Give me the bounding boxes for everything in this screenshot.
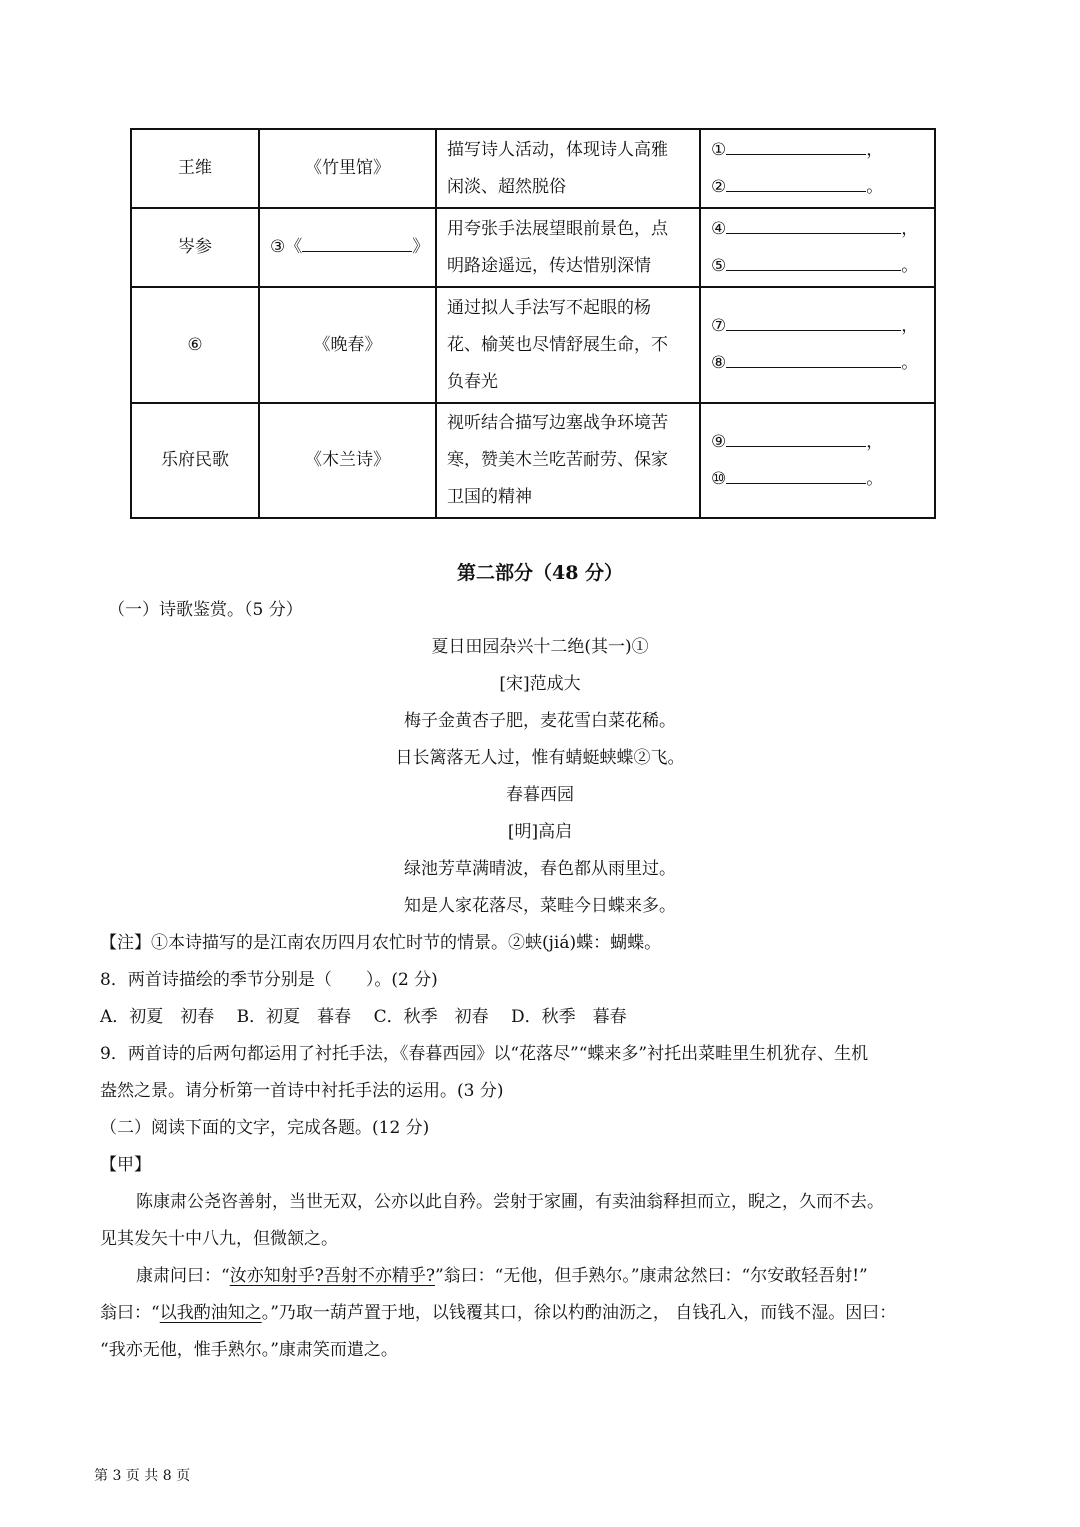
note: 【注】①本诗描写的是江南农历四月农忙时节的情景。②蛱(jiá)蝶：蝴蝶。	[100, 933, 662, 953]
description-line: 通过拟人手法写不起眼的杨	[447, 297, 651, 318]
description-line: 闲淡、超然脱俗	[447, 176, 566, 197]
poem1-line: 梅子金黄杏子肥，麦花雪白菜花稀。	[404, 711, 676, 731]
title-cell	[259, 129, 436, 208]
punct: 。	[901, 353, 919, 373]
description-line: 视听结合描写边塞战争环境苦	[447, 413, 668, 433]
punct: 。	[866, 468, 884, 489]
underlined-text: 汝亦知射乎?吾射不亦精乎?	[229, 1266, 435, 1286]
author: 乐府民歌	[161, 450, 229, 470]
description-cell	[436, 287, 700, 403]
section-2-title: （二）阅读下面的文字，完成各题。(12 分)	[100, 1118, 430, 1138]
poem2-author: [明]高启	[507, 822, 573, 842]
text: 康肃问曰：“	[136, 1266, 230, 1286]
blank-number: ⑤	[711, 255, 727, 276]
description-line: 负春光	[447, 371, 498, 392]
answer-blank[interactable]	[726, 134, 866, 155]
punct: 。	[901, 255, 919, 276]
table-row	[131, 129, 935, 208]
description-line: 描写诗人活动，体现诗人高雅	[447, 139, 668, 160]
answer-blank[interactable]	[726, 213, 901, 234]
poem-title-suffix: 》	[412, 237, 430, 257]
blank-number: ④	[711, 218, 727, 239]
author: ⑥	[187, 334, 203, 355]
passage-line: 见其发矢十中八九，但微颔之。	[100, 1229, 338, 1249]
page-footer: 第 3 页 共 8 页	[94, 1468, 191, 1484]
punct: 。	[866, 176, 884, 197]
blank-number: ①	[711, 139, 727, 160]
punct: ，	[901, 316, 919, 336]
table-row	[131, 403, 935, 518]
question-9-cont: 盎然之景。请分析第一首诗中衬托手法的运用。(3 分)	[100, 1081, 504, 1101]
text: 翁曰：“	[100, 1303, 160, 1323]
punct: ，	[866, 431, 884, 452]
description-line: 用夸张手法展望眼前景色，点	[447, 218, 668, 239]
poem-title: 《晚春》	[313, 334, 382, 355]
blank-number: ⑨	[711, 431, 727, 452]
poetry-table	[130, 128, 936, 519]
description-line: 卫国的精神	[447, 487, 532, 507]
author: 王维	[178, 158, 212, 178]
description-cell	[436, 403, 700, 518]
passage-line: “我亦无他，惟手熟尔。”康肃笑而遣之。	[100, 1340, 398, 1360]
underlined-text: 以我酌油知之	[159, 1303, 262, 1323]
blanks-cell	[700, 208, 935, 287]
passage-line: 陈康肃公尧咨善射，当世无双，公亦以此自矜。尝射于家圃，有卖油翁释担而立，睨之，久而不去。	[136, 1192, 884, 1212]
text: ”翁曰：“无他，但手熟尔。”康肃忿然曰：“尔安敢轻吾射!”	[434, 1266, 868, 1286]
answer-blank[interactable]	[726, 347, 901, 368]
poem2-line: 绿池芳草满晴波，春色都从雨里过。	[404, 859, 676, 879]
content-flow	[0, 555, 1080, 1449]
blank-line	[711, 424, 924, 461]
blank-number: ⑩	[711, 468, 727, 489]
author-cell	[131, 208, 259, 287]
poem-title-prefix: ③《	[270, 237, 303, 257]
passage-line	[0, 1295, 1080, 1332]
blank-line	[711, 211, 924, 248]
text: 。”乃取一葫芦置于地，以钱覆其口，徐以杓酌油沥之， 自钱孔入，而钱不湿。因曰：	[261, 1303, 897, 1323]
question-8: 8．两首诗描绘的季节分别是（ ）。(2 分)	[100, 970, 438, 990]
part-heading: 第二部分（48 分）	[456, 562, 624, 584]
poem2-title: 春暮西园	[506, 785, 574, 805]
description-line: 花、榆荚也尽情舒展生命，不	[447, 334, 668, 355]
author-cell	[131, 287, 259, 403]
passage-line	[0, 1258, 1080, 1295]
poem1-title: 夏日田园杂兴十二绝(其一)①	[431, 637, 649, 657]
answer-blank[interactable]	[726, 250, 901, 271]
poem-title: 《竹里馆》	[305, 158, 390, 178]
blank-number: ⑧	[711, 353, 727, 373]
punct: ，	[866, 139, 884, 160]
title-cell	[259, 403, 436, 518]
blank-line	[711, 345, 924, 382]
answer-blank[interactable]	[726, 463, 866, 484]
poem2-line: 知是人家花落尽，菜畦今日蝶来多。	[404, 896, 676, 916]
answer-blank[interactable]	[726, 310, 901, 331]
answer-blank[interactable]	[726, 426, 866, 447]
description-line: 寒，赞美木兰吃苦耐劳、保家	[447, 450, 668, 470]
section-1-title: （一）诗歌鉴赏。（5 分）	[108, 600, 303, 620]
question-8-options: A．初夏 初春 B．初夏 暮春 C．秋季 初春 D．秋季 暮春	[100, 1007, 627, 1027]
description-cell	[436, 208, 700, 287]
question-9: 9．两首诗的后两句都运用了衬托手法，《春暮西园》以“花落尽”“蝶来多”衬托出菜畦里生机犹存、生机	[100, 1044, 869, 1064]
blank-number: ②	[711, 176, 727, 197]
answer-blank[interactable]	[726, 171, 866, 192]
poem1-author: [宋]范成大	[499, 674, 581, 694]
title-cell	[259, 287, 436, 403]
passage-label: 【甲】	[100, 1155, 151, 1175]
poem-title: 《木兰诗》	[305, 450, 390, 470]
table-row	[131, 208, 935, 287]
blank-line	[711, 308, 924, 345]
author: 岑参	[178, 237, 212, 257]
description-line: 明路途遥远，传达惜别深情	[447, 255, 651, 276]
description-cell	[436, 129, 700, 208]
answer-blank[interactable]	[302, 231, 412, 252]
blank-line	[711, 132, 924, 169]
blank-number: ⑦	[711, 316, 727, 336]
poem1-line: 日长篱落无人过，惟有蜻蜓蛱蝶②飞。	[395, 748, 685, 768]
blank-line	[711, 461, 924, 498]
punct: ，	[901, 218, 919, 239]
author-cell	[131, 403, 259, 518]
blanks-cell	[700, 287, 935, 403]
blanks-cell	[700, 403, 935, 518]
blank-line	[711, 248, 924, 285]
title-cell	[259, 208, 436, 287]
table-row	[131, 287, 935, 403]
blanks-cell	[700, 129, 935, 208]
author-cell	[131, 129, 259, 208]
blank-line	[711, 169, 924, 206]
